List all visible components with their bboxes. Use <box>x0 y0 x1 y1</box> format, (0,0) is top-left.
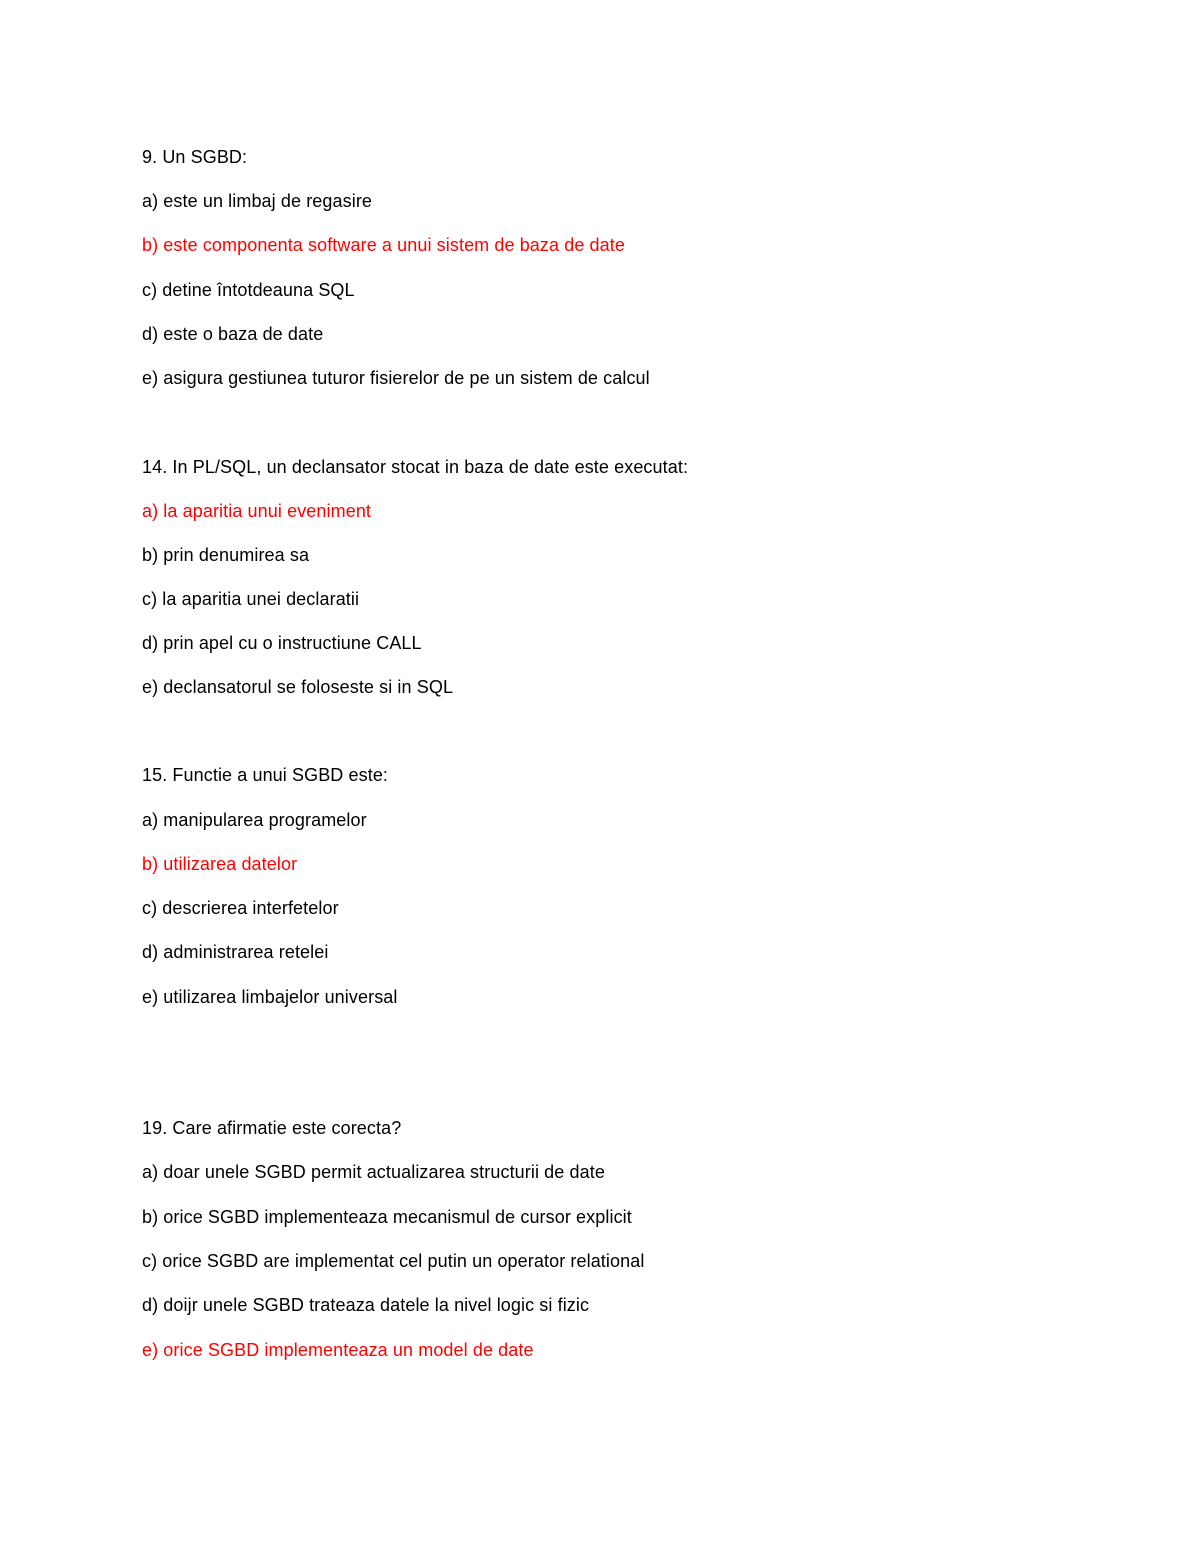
question-19-title: 19. Care afirmatie este corecta? <box>142 1118 402 1138</box>
question-14-option-e: e) declansatorul se foloseste si in SQL <box>142 677 454 697</box>
question-14-option-d: d) prin apel cu o instructiune CALL <box>142 633 422 653</box>
question-9-option-e: e) asigura gestiunea tuturor fisierelor de pe un sistem de calcul <box>142 368 650 388</box>
question-9-option-c: c) detine întotdeauna SQL <box>142 280 355 300</box>
question-9-title: 9. Un SGBD: <box>142 147 248 167</box>
question-15-option-e: e) utilizarea limbajelor universal <box>142 987 398 1007</box>
question-19-option-b: b) orice SGBD implementeaza mecanismul de cursor explicit <box>142 1207 632 1227</box>
question-9-option-a: a) este un limbaj de regasire <box>142 191 373 211</box>
question-19-option-c: c) orice SGBD are implementat cel putin un operator relational <box>142 1251 645 1271</box>
question-14-option-c: c) la aparitia unei declaratii <box>142 589 360 609</box>
question-19-option-e-correct: e) orice SGBD implementeaza un model de date <box>142 1340 534 1360</box>
question-15-title: 15. Functie a unui SGBD este: <box>142 765 389 785</box>
question-14-option-b: b) prin denumirea sa <box>142 545 310 565</box>
question-14-option-a-correct: a) la aparitia unui eveniment <box>142 501 372 521</box>
question-19-option-a: a) doar unele SGBD permit actualizarea structurii de date <box>142 1162 605 1182</box>
question-9-option-b-correct: b) este componenta software a unui sistem de baza de date <box>142 235 625 255</box>
question-15-option-b-correct: b) utilizarea datelor <box>142 854 298 874</box>
question-15-option-c: c) descrierea interfetelor <box>142 898 339 918</box>
question-19-option-d: d) doijr unele SGBD trateaza datele la nivel logic si fizic <box>142 1295 590 1315</box>
question-15-option-d: d) administrarea retelei <box>142 942 329 962</box>
question-15-option-a: a) manipularea programelor <box>142 810 367 830</box>
question-14-title: 14. In PL/SQL, un declansator stocat in baza de date este executat: <box>142 457 689 477</box>
question-9-option-d: d) este o baza de date <box>142 324 324 344</box>
